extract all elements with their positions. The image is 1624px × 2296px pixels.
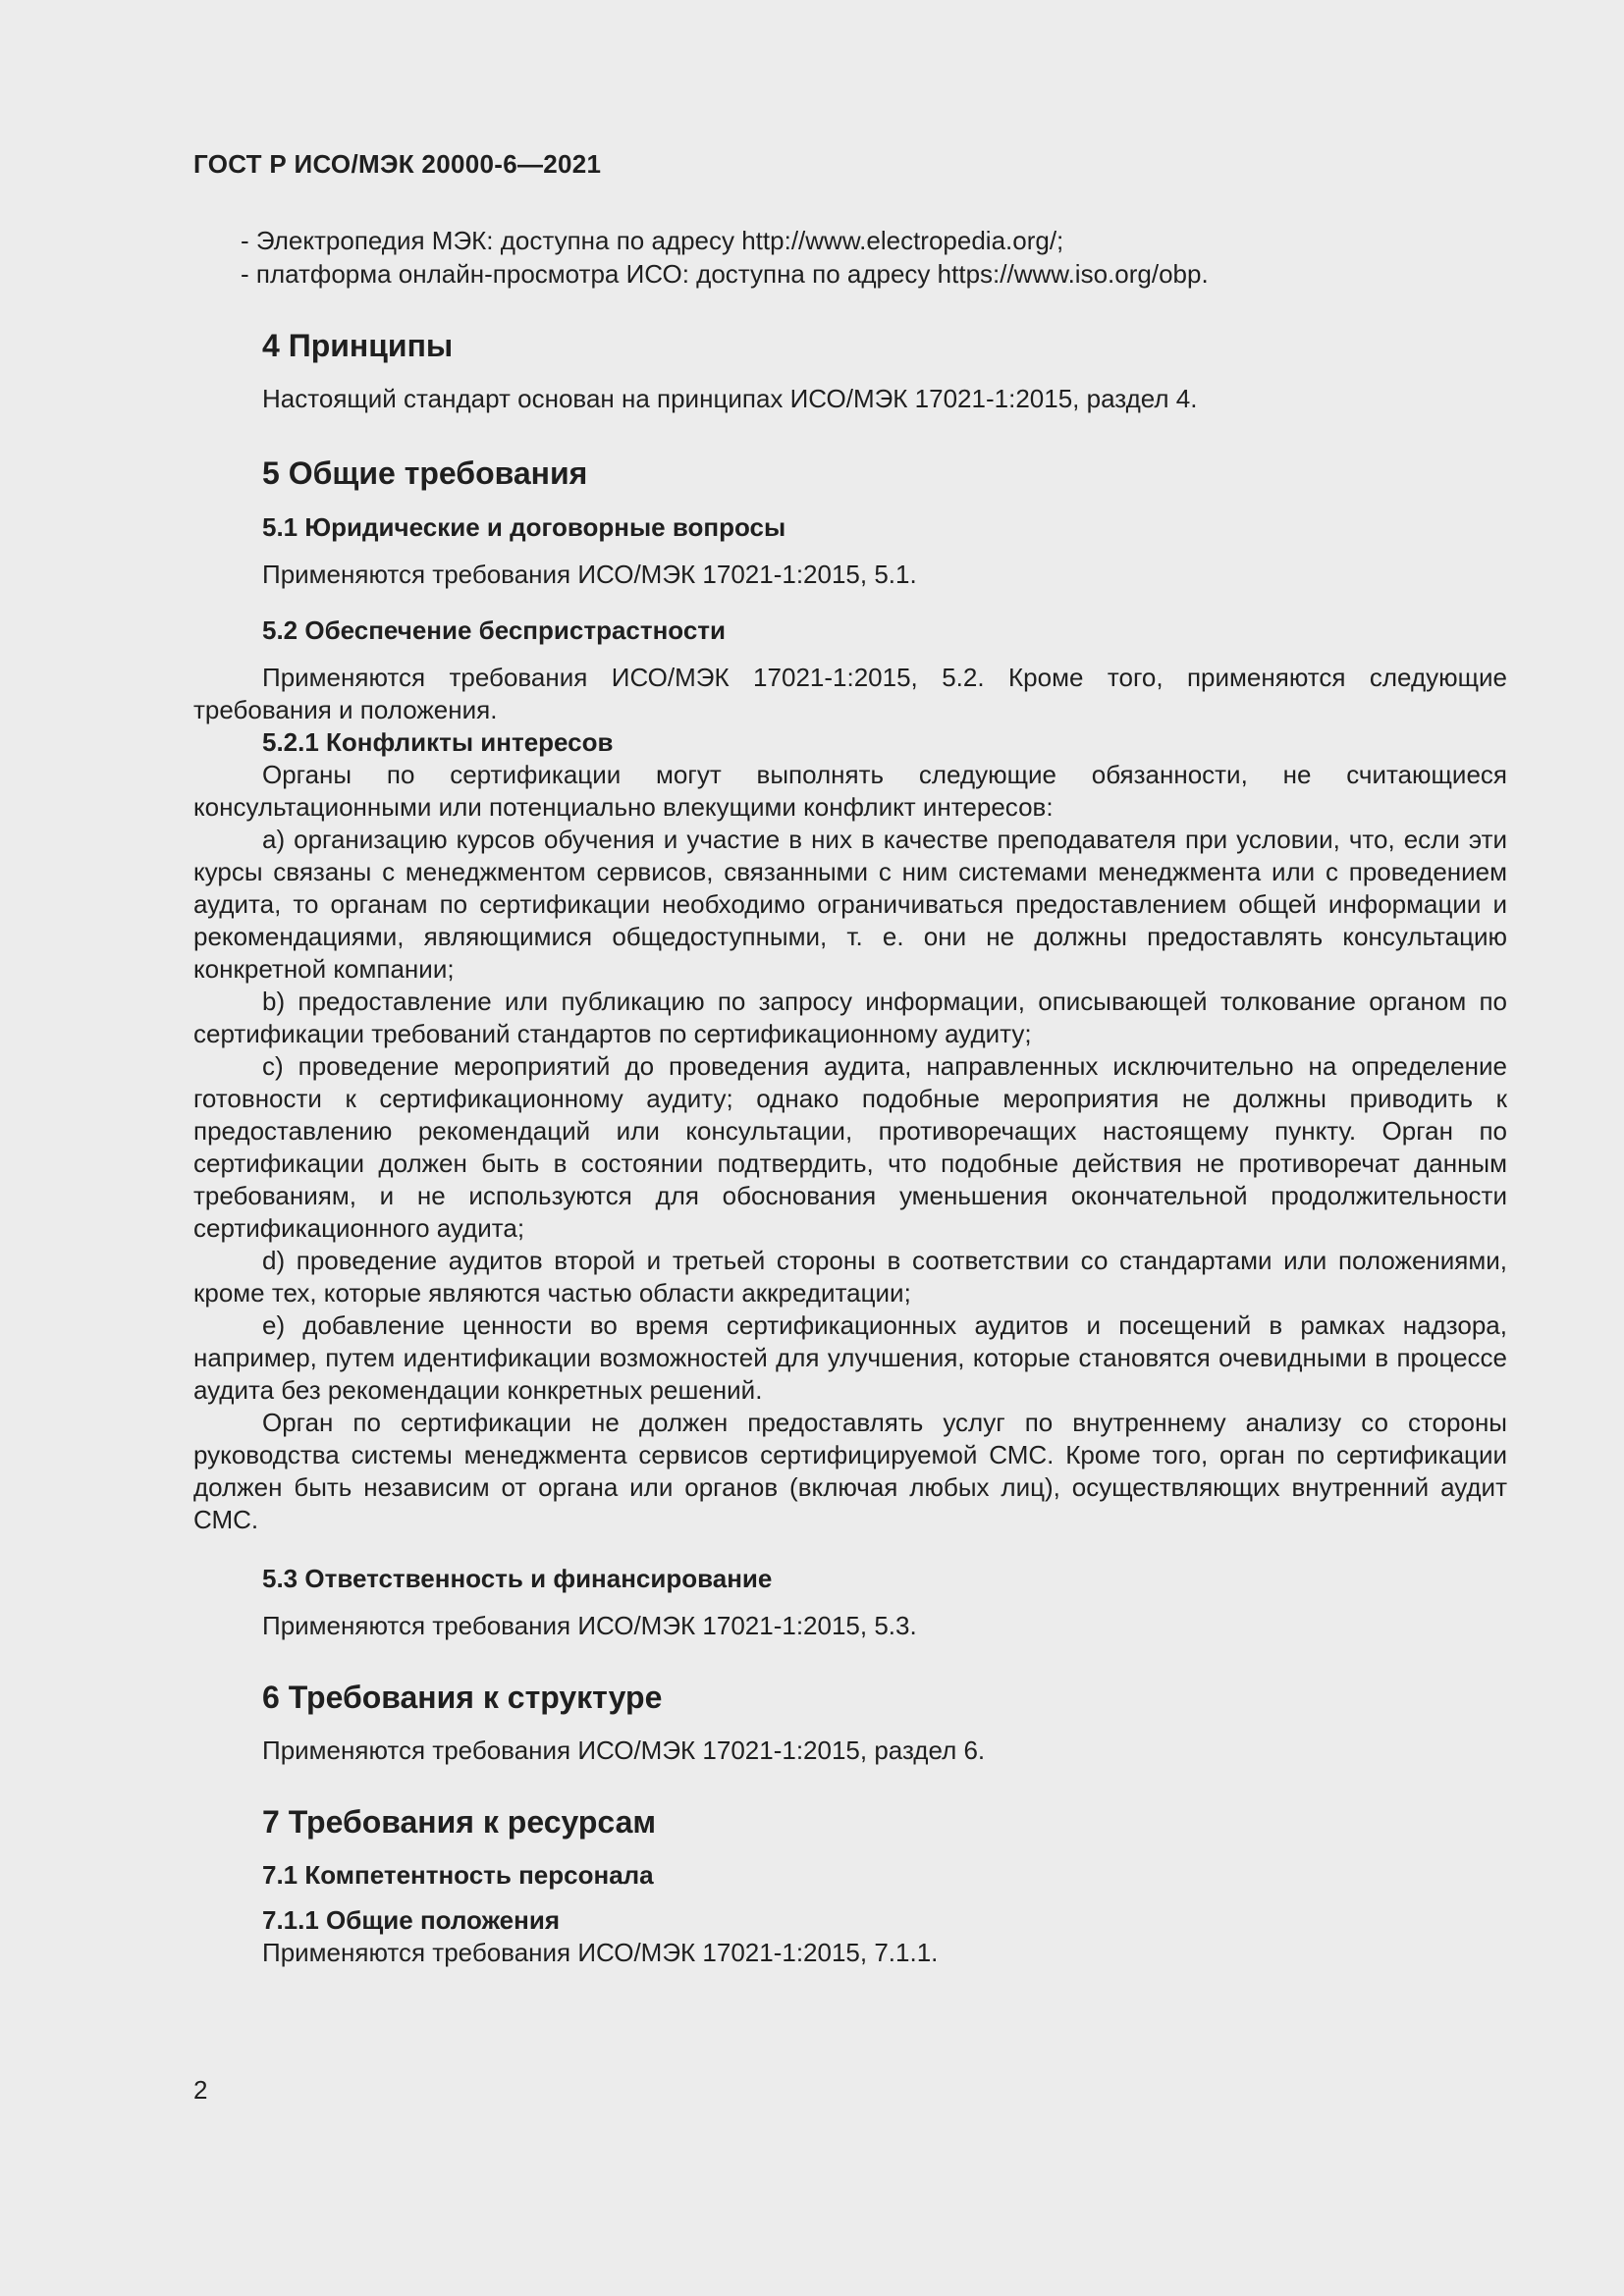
section-5-2-text: Применяются требования ИСО/МЭК 17021-1:2015, 5.2. Кроме того, применяются следующие требования и положения. (193, 663, 1507, 724)
section-6-text: Применяются требования ИСО/МЭК 17021-1:2015, раздел 6. (262, 1735, 986, 1765)
list-item: c) проведение мероприятий до проведения аудита, направленных исключительно на определение готовности к сертификационному аудиту; однако подобные мероприятия не должны приводить к предоставлению рекомендаций или консультации, противоречащих настоящему пункту. Орган по сертификации должен быть в состоянии подтвердить, что подобные действия не противоречат данным требованиям, и не используются для обоснования уменьшения окончательной продолжительности сертификационного аудита; (193, 1051, 1507, 1243)
section-7-1-heading: 7.1 Компетентность персонала (262, 1860, 654, 1890)
reference-list (193, 224, 1507, 291)
section-5-1-text: Применяются требования ИСО/МЭК 17021-1:2015, 5.1. (262, 560, 917, 589)
section-5-3-text: Применяются требования ИСО/МЭК 17021-1:2015, 5.3. (262, 1611, 917, 1640)
reference-item: - платформа онлайн-просмотра ИСО: доступна по адресу https://www.iso.org/obp. (241, 259, 1209, 289)
reference-item: - Электропедия МЭК: доступна по адресу http://www.electropedia.org/; (241, 226, 1064, 255)
section-7-1-1-heading: 7.1.1 Общие положения (262, 1905, 560, 1935)
section-6-heading: 6 Требования к структуре (262, 1680, 663, 1715)
section-5-2-heading: 5.2 Обеспечение беспристрастности (262, 615, 727, 645)
list-item: e) добавление ценности во время сертификационных аудитов и посещений в рамках надзора, например, путем идентификации возможностей для улучшения, которые становятся очевидными в процессе аудита без рекомендации конкретных решений. (193, 1310, 1507, 1405)
section-5-heading: 5 Общие требования (262, 455, 588, 491)
section-7-1-1-text: Применяются требования ИСО/МЭК 17021-1:2015, 7.1.1. (262, 1938, 939, 1967)
page-number: 2 (193, 2075, 208, 2105)
list-item: d) проведение аудитов второй и третьей стороны в соответствии со стандартами или положениями, кроме тех, которые являются частью области аккредитации; (193, 1246, 1507, 1308)
obligations-list (193, 824, 1507, 1407)
section-7-heading: 7 Требования к ресурсам (262, 1804, 657, 1840)
section-4-heading: 4 Принципы (262, 328, 454, 363)
list-item: b) предоставление или публикацию по запросу информации, описывающей толкование органом по сертификации требований стандартов по сертификационному аудиту; (193, 987, 1507, 1048)
document-body (193, 224, 1507, 1969)
section-5-2-1-intro: Органы по сертификации могут выполнять следующие обязанности, не считающиеся консультационными или потенциально влекущими конфликт интересов: (193, 760, 1507, 822)
list-item: a) организацию курсов обучения и участие в них в качестве преподавателя при условии, что, если эти курсы связаны с менеджментом сервисов, связанными с ним системами менеджмента или с проведением аудита, то органам по сертификации необходимо ограничиваться предоставлением общей информации и рекомендациями, являющимися общедоступными, т. е. они не должны предоставлять консультацию конкретной компании; (193, 825, 1507, 984)
section-4-text: Настоящий стандарт основан на принципах ИСО/МЭК 17021-1:2015, раздел 4. (262, 384, 1198, 413)
section-5-3-heading: 5.3 Ответственность и финансирование (262, 1564, 773, 1593)
document-id-header: ГОСТ Р ИСО/МЭК 20000-6—2021 (193, 149, 602, 179)
section-5-1-heading: 5.1 Юридические и договорные вопросы (262, 512, 786, 542)
section-5-2-1-heading: 5.2.1 Конфликты интересов (262, 727, 614, 757)
section-5-2-1-closing: Орган по сертификации не должен предоставлять услуг по внутреннему анализу со стороны руководства системы менеджмента сервисов сертифицируемой СМС. Кроме того, орган по сертификации должен быть независим от органа или органов (включая любых лиц), осуществляющих внутренний аудит СМС. (193, 1408, 1507, 1534)
